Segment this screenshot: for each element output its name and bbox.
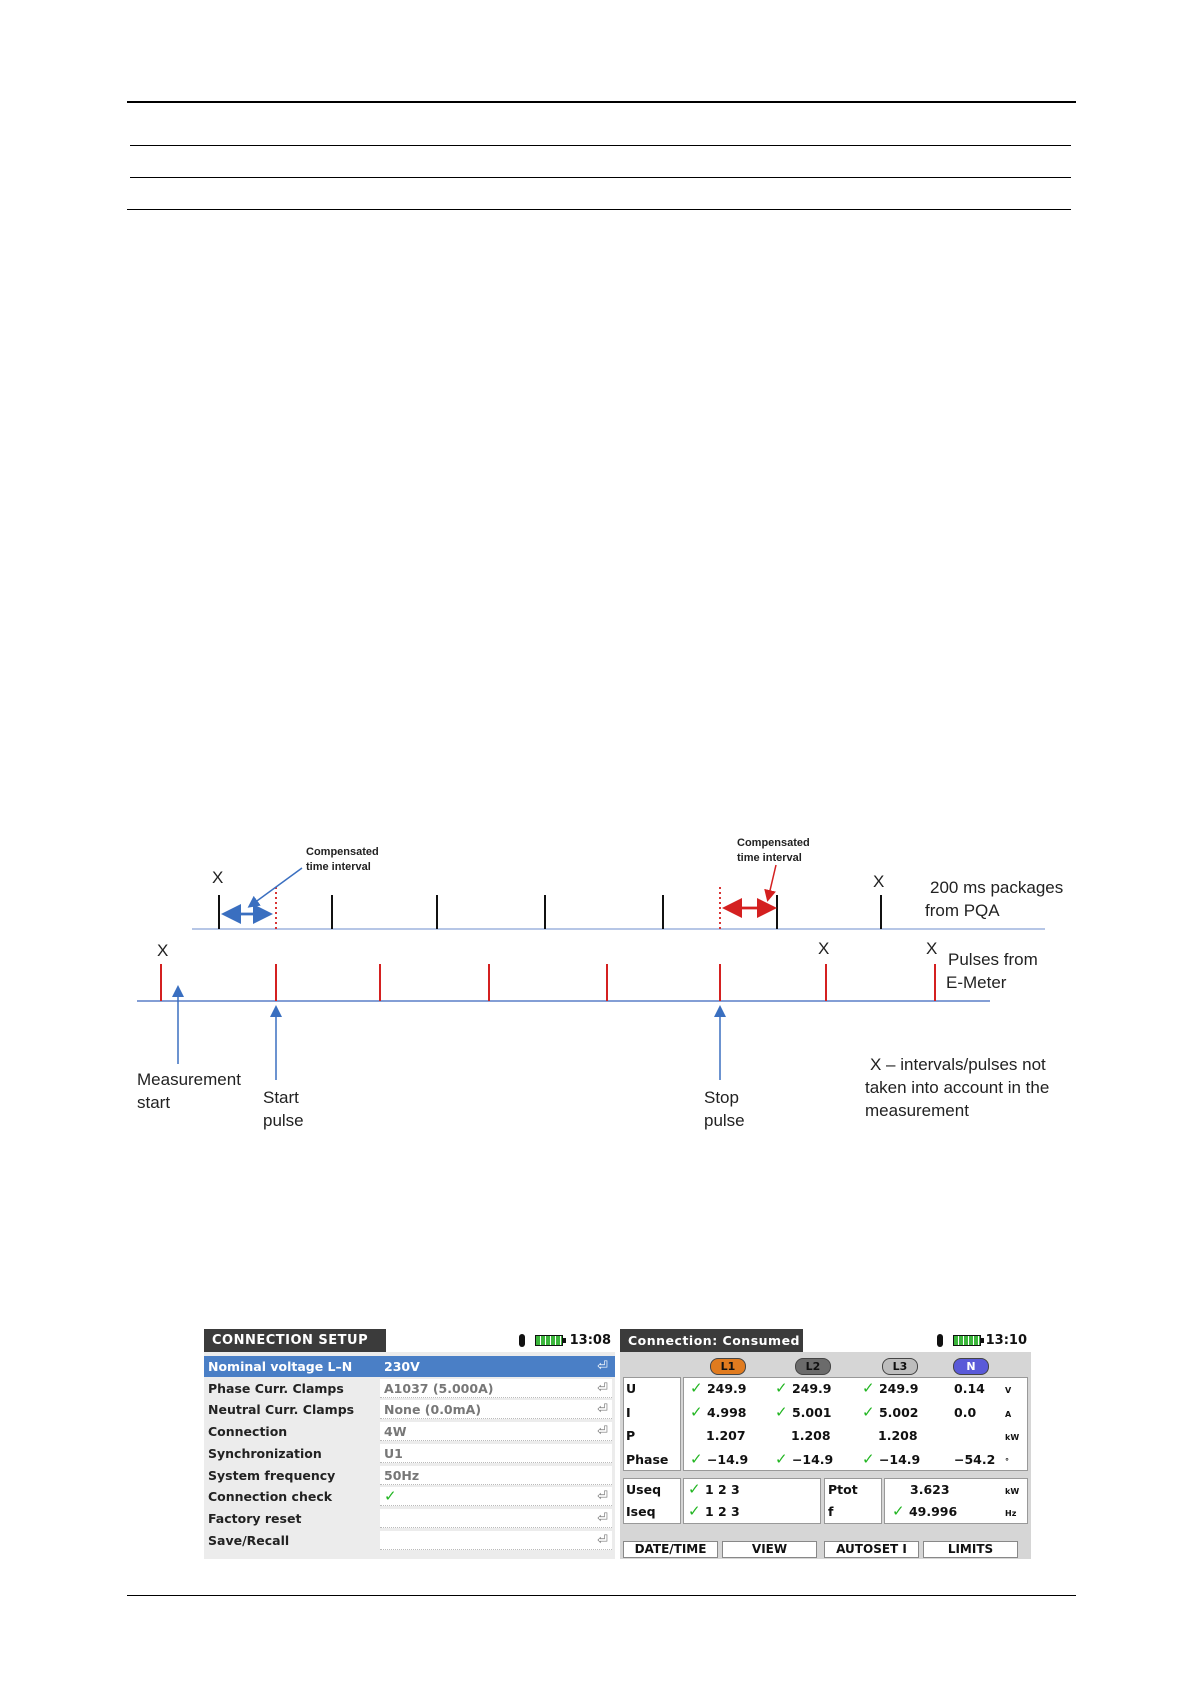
check-icon: ✓: [688, 1480, 701, 1498]
f-label: f: [828, 1504, 834, 1519]
connection-setup-screen: [204, 1329, 615, 1559]
ptot-unit: kW: [1005, 1487, 1020, 1496]
setup-row[interactable]: [204, 1530, 615, 1551]
ptot-value: 3.623: [910, 1482, 950, 1497]
measurement-value: ✓ 5.001: [775, 1402, 832, 1421]
setup-row-label: System frequency: [208, 1467, 336, 1483]
emeter-label: Pulses from E-Meter: [946, 950, 1038, 992]
measurement-value: 0.14: [954, 1381, 985, 1396]
useq-label: Useq: [626, 1482, 662, 1497]
setup-row-label: Connection: [208, 1424, 288, 1440]
clock: 13:10: [985, 1333, 1027, 1348]
measurement-unit: A: [1005, 1409, 1012, 1419]
measurement-label: P: [626, 1428, 636, 1443]
x-mark: X: [212, 868, 224, 887]
clock: 13:08: [569, 1333, 611, 1348]
x-mark: X: [873, 872, 885, 891]
measurement-unit: kW: [1005, 1433, 1020, 1442]
status-bar: [204, 1329, 615, 1352]
check-icon: ✓: [775, 1379, 788, 1397]
setup-row[interactable]: [204, 1399, 615, 1420]
autoset-key[interactable]: AUTOSET I: [824, 1541, 919, 1558]
f-value: ✓ 49.996: [892, 1502, 958, 1520]
check-icon: ✓: [690, 1379, 703, 1397]
comp-pointer-right: [768, 865, 776, 899]
measurement-value: 1.208: [878, 1428, 918, 1443]
setup-row[interactable]: [204, 1378, 615, 1399]
connection-consumed-screen: [620, 1329, 1031, 1559]
measurement-value: 0.0: [954, 1404, 977, 1420]
measurement-unit: °: [1005, 1456, 1009, 1466]
check-icon: ✓: [384, 1487, 397, 1506]
phase-pill-l3: L3: [882, 1358, 918, 1375]
x-mark: X: [926, 939, 938, 958]
comp-label-left: Compensated time interval: [306, 846, 379, 873]
check-icon: ✓: [862, 1402, 875, 1421]
setup-row-label: Save/Recall: [208, 1532, 290, 1548]
measurement-value: ✓ −14.9: [862, 1449, 921, 1468]
pqa-ticks: [219, 895, 881, 929]
measurement-unit: V: [1005, 1386, 1012, 1395]
enter-icon: ⏎: [597, 1359, 608, 1374]
setup-row[interactable]: [204, 1421, 615, 1442]
setup-row-label: Synchronization: [208, 1445, 322, 1461]
ptot-label: Ptot: [828, 1482, 858, 1497]
setup-row-label: Factory reset: [208, 1510, 302, 1526]
measurement-label: I: [626, 1404, 631, 1420]
setup-row[interactable]: [204, 1443, 615, 1464]
phase-pill-l1: L1: [710, 1358, 746, 1375]
date-time-key[interactable]: DATE/TIME: [623, 1541, 718, 1558]
setup-row[interactable]: [204, 1508, 615, 1529]
setup-row-value: [380, 1531, 612, 1550]
measurement-value: ✓ 4.998: [690, 1402, 747, 1421]
setup-row-label: Nominal voltage L–N: [208, 1359, 353, 1374]
enter-icon: ⏎: [597, 1489, 608, 1505]
setup-row-label: Neutral Curr. Clamps: [208, 1402, 355, 1418]
useq-value: ✓ 1 2 3: [688, 1480, 740, 1498]
enter-icon: ⏎: [597, 1532, 608, 1548]
setup-row[interactable]: [204, 1356, 615, 1377]
measurement-label: Phase: [626, 1451, 669, 1467]
status-bar: [620, 1329, 1031, 1352]
measurement-value: 1.208: [791, 1428, 831, 1443]
setup-row-value: [380, 1509, 612, 1528]
screen-title: CONNECTION SETUP: [204, 1329, 386, 1352]
x-mark: X: [157, 941, 169, 960]
measurement-label: U: [626, 1381, 637, 1396]
iseq-label: Iseq: [626, 1504, 656, 1519]
measurement-value: ✓ 249.9: [862, 1379, 919, 1397]
enter-icon: ⏎: [597, 1424, 608, 1440]
measurement-value: ✓ 5.002: [862, 1402, 919, 1421]
measurement-value: −54.2: [954, 1451, 996, 1467]
check-icon: ✓: [892, 1502, 905, 1520]
limits-key[interactable]: LIMITS: [923, 1541, 1018, 1558]
pqa-label: 200 ms packages from PQA: [925, 878, 1064, 920]
view-key[interactable]: VIEW: [722, 1541, 817, 1558]
battery-icon: [535, 1335, 563, 1346]
setup-row-value: 4W ⏎: [380, 1422, 612, 1441]
measurement-value: 1.207: [706, 1428, 746, 1443]
check-icon: ✓: [775, 1449, 788, 1468]
setup-row-label: Connection check: [208, 1489, 333, 1505]
setup-row-value: 230V ⏎: [380, 1357, 612, 1376]
comp-label-right: Compensated time interval: [737, 837, 810, 864]
phase-pill-n: N: [953, 1358, 989, 1375]
check-icon: ✓: [688, 1502, 701, 1520]
measurement-value: ✓ −14.9: [690, 1449, 749, 1468]
phase-pill-l2: L2: [795, 1358, 831, 1375]
setup-row[interactable]: [204, 1465, 615, 1486]
plug-icon: [937, 1334, 943, 1347]
stop-pulse-label: Stop pulse: [704, 1088, 745, 1130]
footer-rule: [127, 1595, 1076, 1596]
start-pulse-label: Start pulse: [263, 1088, 304, 1130]
battery-icon: [953, 1335, 981, 1346]
check-icon: ✓: [690, 1402, 703, 1421]
enter-icon: ⏎: [597, 1402, 608, 1418]
check-icon: ✓: [862, 1379, 875, 1397]
x-mark: X: [818, 939, 830, 958]
iseq-value: ✓ 1 2 3: [688, 1502, 740, 1520]
setup-row-value: U1: [380, 1444, 612, 1463]
plug-icon: [519, 1334, 525, 1347]
x-note: X – intervals/pulses not taken into account in the measurement: [865, 1055, 1050, 1120]
screen-title: Connection: Consumed: [620, 1329, 803, 1352]
measurement-start-label: Measurement start: [137, 1070, 241, 1112]
f-unit: Hz: [1005, 1509, 1017, 1518]
check-icon: ✓: [862, 1449, 875, 1468]
measurement-value: ✓ 249.9: [775, 1379, 832, 1397]
enter-icon: ⏎: [597, 1510, 608, 1526]
enter-icon: ⏎: [597, 1380, 608, 1396]
setup-row-value: [380, 1487, 612, 1506]
check-icon: ✓: [690, 1449, 703, 1468]
setup-row[interactable]: [204, 1486, 615, 1507]
setup-row-label: Phase Curr. Clamps: [208, 1380, 344, 1396]
measurement-value: ✓ −14.9: [775, 1449, 834, 1468]
setup-row-value: 50Hz: [380, 1466, 612, 1485]
comp-pointer-left: [250, 868, 302, 906]
measurement-value: ✓ 249.9: [690, 1379, 747, 1397]
check-icon: ✓: [775, 1402, 788, 1421]
setup-row-value: None (0.0mA) ⏎: [380, 1400, 612, 1419]
setup-row-value: A1037 (5.000A) ⏎: [380, 1379, 612, 1398]
